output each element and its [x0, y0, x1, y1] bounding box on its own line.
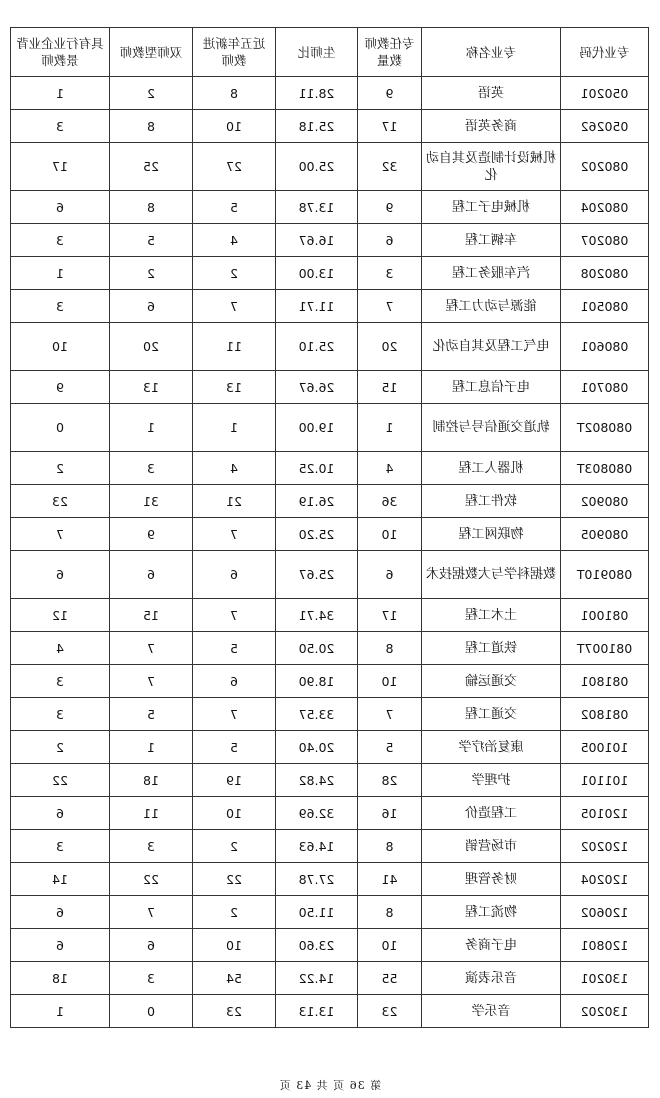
- value-cell: 19: [193, 764, 276, 797]
- value-cell: 10: [193, 110, 276, 143]
- major-code-cell: 080207: [561, 224, 649, 257]
- value-cell: 14.22: [276, 962, 358, 995]
- major-name-cell: 英语: [422, 77, 561, 110]
- value-cell: 32.69: [276, 797, 358, 830]
- value-cell: 2: [110, 257, 193, 290]
- value-cell: 3: [11, 665, 110, 698]
- value-cell: 24.82: [276, 764, 358, 797]
- value-cell: 25: [110, 143, 193, 191]
- table-row: [11, 863, 649, 896]
- value-cell: 20: [358, 323, 422, 371]
- value-cell: 12: [11, 599, 110, 632]
- table-row: [11, 257, 649, 290]
- value-cell: 2: [193, 257, 276, 290]
- value-cell: 11.71: [276, 290, 358, 323]
- value-cell: 20: [110, 323, 193, 371]
- value-cell: 3: [11, 698, 110, 731]
- value-cell: 10: [358, 665, 422, 698]
- value-cell: 7: [193, 599, 276, 632]
- value-cell: 3: [11, 110, 110, 143]
- value-cell: 4: [193, 452, 276, 485]
- value-cell: 7: [358, 290, 422, 323]
- value-cell: 1: [358, 404, 422, 452]
- value-cell: 10.25: [276, 452, 358, 485]
- major-code-cell: 081801: [561, 665, 649, 698]
- value-cell: 13: [193, 371, 276, 404]
- table-row: [11, 830, 649, 863]
- major-name-cell: 车辆工程: [422, 224, 561, 257]
- value-cell: 8: [358, 632, 422, 665]
- value-cell: 10: [11, 323, 110, 371]
- major-name-cell: 工程造价: [422, 797, 561, 830]
- value-cell: 8: [110, 110, 193, 143]
- value-cell: 25.18: [276, 110, 358, 143]
- value-cell: 8: [110, 191, 193, 224]
- value-cell: 2: [193, 830, 276, 863]
- major-code-cell: 080204: [561, 191, 649, 224]
- value-cell: 27.78: [276, 863, 358, 896]
- value-cell: 3: [110, 452, 193, 485]
- value-cell: 55: [358, 962, 422, 995]
- page-footer: 第 36 页 共 43 页: [278, 1079, 382, 1092]
- value-cell: 3: [110, 830, 193, 863]
- value-cell: 22: [11, 764, 110, 797]
- column-header: 专业名称: [422, 28, 561, 77]
- major-code-cell: 080905: [561, 518, 649, 551]
- major-code-cell: 120801: [561, 929, 649, 962]
- value-cell: 10: [193, 929, 276, 962]
- value-cell: 17: [358, 599, 422, 632]
- value-cell: 13.78: [276, 191, 358, 224]
- value-cell: 3: [11, 224, 110, 257]
- value-cell: 6: [11, 929, 110, 962]
- value-cell: 20.40: [276, 731, 358, 764]
- value-cell: 34.71: [276, 599, 358, 632]
- value-cell: 5: [110, 698, 193, 731]
- value-cell: 8: [193, 77, 276, 110]
- major-code-cell: 101005: [561, 731, 649, 764]
- value-cell: 41: [358, 863, 422, 896]
- table-row: [11, 896, 649, 929]
- major-code-cell: 080803T: [561, 452, 649, 485]
- value-cell: 1: [193, 404, 276, 452]
- value-cell: 31: [110, 485, 193, 518]
- value-cell: 8: [358, 830, 422, 863]
- major-name-cell: 物联网工程: [422, 518, 561, 551]
- teacher-stats-table: [10, 27, 649, 1028]
- value-cell: 20.50: [276, 632, 358, 665]
- value-cell: 11: [110, 797, 193, 830]
- major-code-cell: 080208: [561, 257, 649, 290]
- value-cell: 28.11: [276, 77, 358, 110]
- table-row: [11, 452, 649, 485]
- value-cell: 7: [110, 896, 193, 929]
- value-cell: 18: [110, 764, 193, 797]
- value-cell: 11: [193, 323, 276, 371]
- table-row: [11, 551, 649, 599]
- column-header: 近五年新进教师: [193, 28, 276, 77]
- value-cell: 1: [110, 731, 193, 764]
- value-cell: 14: [11, 863, 110, 896]
- table-row: [11, 962, 649, 995]
- major-code-cell: 120202: [561, 830, 649, 863]
- major-name-cell: 财务管理: [422, 863, 561, 896]
- value-cell: 13.13: [276, 995, 358, 1028]
- major-name-cell: 能源与动力工程: [422, 290, 561, 323]
- major-name-cell: 机器人工程: [422, 452, 561, 485]
- value-cell: 23: [193, 995, 276, 1028]
- table-body: [11, 77, 649, 1028]
- table-row: [11, 797, 649, 830]
- value-cell: 0: [11, 404, 110, 452]
- value-cell: 7: [110, 632, 193, 665]
- value-cell: 1: [110, 404, 193, 452]
- value-cell: 26.67: [276, 371, 358, 404]
- table-row: [11, 110, 649, 143]
- value-cell: 7: [193, 290, 276, 323]
- major-name-cell: 数据科学与大数据技术: [422, 551, 561, 599]
- value-cell: 6: [193, 665, 276, 698]
- major-name-cell: 铁道工程: [422, 632, 561, 665]
- value-cell: 15: [358, 371, 422, 404]
- value-cell: 7: [193, 518, 276, 551]
- value-cell: 54: [193, 962, 276, 995]
- table-row: [11, 698, 649, 731]
- column-header: 双师型教师: [110, 28, 193, 77]
- major-name-cell: 土木工程: [422, 599, 561, 632]
- table-row: [11, 371, 649, 404]
- major-name-cell: 物流工程: [422, 896, 561, 929]
- major-code-cell: 081007T: [561, 632, 649, 665]
- value-cell: 5: [193, 191, 276, 224]
- value-cell: 14.63: [276, 830, 358, 863]
- value-cell: 16.67: [276, 224, 358, 257]
- value-cell: 6: [11, 551, 110, 599]
- major-code-cell: 080202: [561, 143, 649, 191]
- value-cell: 6: [11, 191, 110, 224]
- table-row: [11, 224, 649, 257]
- value-cell: 10: [193, 797, 276, 830]
- value-cell: 7: [110, 665, 193, 698]
- table-row: [11, 485, 649, 518]
- major-name-cell: 交通工程: [422, 698, 561, 731]
- major-code-cell: 081001: [561, 599, 649, 632]
- value-cell: 4: [11, 632, 110, 665]
- value-cell: 22: [110, 863, 193, 896]
- major-name-cell: 音乐学: [422, 995, 561, 1028]
- major-code-cell: 101101: [561, 764, 649, 797]
- column-header: 专业代码: [561, 28, 649, 77]
- value-cell: 18.90: [276, 665, 358, 698]
- table-row: [11, 143, 649, 191]
- value-cell: 1: [11, 257, 110, 290]
- value-cell: 10: [358, 518, 422, 551]
- value-cell: 23: [358, 995, 422, 1028]
- value-cell: 2: [193, 896, 276, 929]
- major-name-cell: 软件工程: [422, 485, 561, 518]
- value-cell: 4: [193, 224, 276, 257]
- value-cell: 23.60: [276, 929, 358, 962]
- value-cell: 5: [110, 224, 193, 257]
- column-header: 生师比: [276, 28, 358, 77]
- value-cell: 9: [358, 77, 422, 110]
- value-cell: 10: [358, 929, 422, 962]
- value-cell: 7: [193, 698, 276, 731]
- major-name-cell: 电子信息工程: [422, 371, 561, 404]
- value-cell: 6: [193, 551, 276, 599]
- major-code-cell: 130201: [561, 962, 649, 995]
- value-cell: 13.00: [276, 257, 358, 290]
- major-code-cell: 080902: [561, 485, 649, 518]
- value-cell: 6: [358, 224, 422, 257]
- value-cell: 17: [358, 110, 422, 143]
- major-code-cell: 080910T: [561, 551, 649, 599]
- major-name-cell: 交通运输: [422, 665, 561, 698]
- table-row: [11, 731, 649, 764]
- value-cell: 16: [358, 797, 422, 830]
- value-cell: 3: [358, 257, 422, 290]
- major-name-cell: 机械设计制造及其自动化: [422, 143, 561, 191]
- major-code-cell: 120204: [561, 863, 649, 896]
- value-cell: 25.10: [276, 323, 358, 371]
- table-row: [11, 323, 649, 371]
- value-cell: 27: [193, 143, 276, 191]
- major-code-cell: 081802: [561, 698, 649, 731]
- value-cell: 5: [358, 731, 422, 764]
- value-cell: 6: [11, 896, 110, 929]
- table-row: [11, 404, 649, 452]
- major-code-cell: 080802T: [561, 404, 649, 452]
- value-cell: 25.00: [276, 143, 358, 191]
- table-row: [11, 764, 649, 797]
- value-cell: 7: [11, 518, 110, 551]
- value-cell: 17: [11, 143, 110, 191]
- value-cell: 36: [358, 485, 422, 518]
- table-row: [11, 632, 649, 665]
- table-row: [11, 995, 649, 1028]
- value-cell: 13: [110, 371, 193, 404]
- major-name-cell: 市场营销: [422, 830, 561, 863]
- table-row: [11, 518, 649, 551]
- major-code-cell: 080601: [561, 323, 649, 371]
- major-name-cell: 音乐表演: [422, 962, 561, 995]
- major-name-cell: 电气工程及其自动化: [422, 323, 561, 371]
- table-row: [11, 665, 649, 698]
- column-header: 专任教师数量: [358, 28, 422, 77]
- value-cell: 3: [11, 290, 110, 323]
- value-cell: 19.00: [276, 404, 358, 452]
- value-cell: 18: [11, 962, 110, 995]
- major-code-cell: 120602: [561, 896, 649, 929]
- major-code-cell: 050201: [561, 77, 649, 110]
- major-code-cell: 120105: [561, 797, 649, 830]
- major-name-cell: 机械电子工程: [422, 191, 561, 224]
- value-cell: 6: [358, 551, 422, 599]
- table-header-row: [11, 28, 649, 77]
- table-row: [11, 290, 649, 323]
- value-cell: 1: [11, 77, 110, 110]
- value-cell: 22: [193, 863, 276, 896]
- value-cell: 15: [110, 599, 193, 632]
- value-cell: 4: [358, 452, 422, 485]
- value-cell: 9: [358, 191, 422, 224]
- column-header: 具有行业企业背景教师: [11, 28, 110, 77]
- value-cell: 6: [11, 797, 110, 830]
- value-cell: 32: [358, 143, 422, 191]
- value-cell: 26.19: [276, 485, 358, 518]
- major-name-cell: 护理学: [422, 764, 561, 797]
- value-cell: 8: [358, 896, 422, 929]
- major-name-cell: 康复治疗学: [422, 731, 561, 764]
- value-cell: 6: [110, 290, 193, 323]
- value-cell: 25.20: [276, 518, 358, 551]
- value-cell: 6: [110, 929, 193, 962]
- table-row: [11, 77, 649, 110]
- value-cell: 0: [110, 995, 193, 1028]
- table-row: [11, 191, 649, 224]
- value-cell: 2: [11, 731, 110, 764]
- major-name-cell: 轨道交通信号与控制: [422, 404, 561, 452]
- value-cell: 28: [358, 764, 422, 797]
- table-row: [11, 599, 649, 632]
- major-code-cell: 080501: [561, 290, 649, 323]
- value-cell: 3: [11, 830, 110, 863]
- value-cell: 33.57: [276, 698, 358, 731]
- value-cell: 23: [11, 485, 110, 518]
- value-cell: 7: [358, 698, 422, 731]
- value-cell: 11.50: [276, 896, 358, 929]
- value-cell: 3: [110, 962, 193, 995]
- value-cell: 5: [193, 632, 276, 665]
- major-name-cell: 汽车服务工程: [422, 257, 561, 290]
- major-code-cell: 050262: [561, 110, 649, 143]
- value-cell: 21: [193, 485, 276, 518]
- table-row: [11, 929, 649, 962]
- value-cell: 2: [11, 452, 110, 485]
- major-name-cell: 电子商务: [422, 929, 561, 962]
- major-code-cell: 080701: [561, 371, 649, 404]
- value-cell: 25.67: [276, 551, 358, 599]
- major-code-cell: 130202: [561, 995, 649, 1028]
- value-cell: 9: [110, 518, 193, 551]
- value-cell: 9: [11, 371, 110, 404]
- value-cell: 6: [110, 551, 193, 599]
- value-cell: 1: [11, 995, 110, 1028]
- major-name-cell: 商务英语: [422, 110, 561, 143]
- value-cell: 2: [110, 77, 193, 110]
- value-cell: 5: [193, 731, 276, 764]
